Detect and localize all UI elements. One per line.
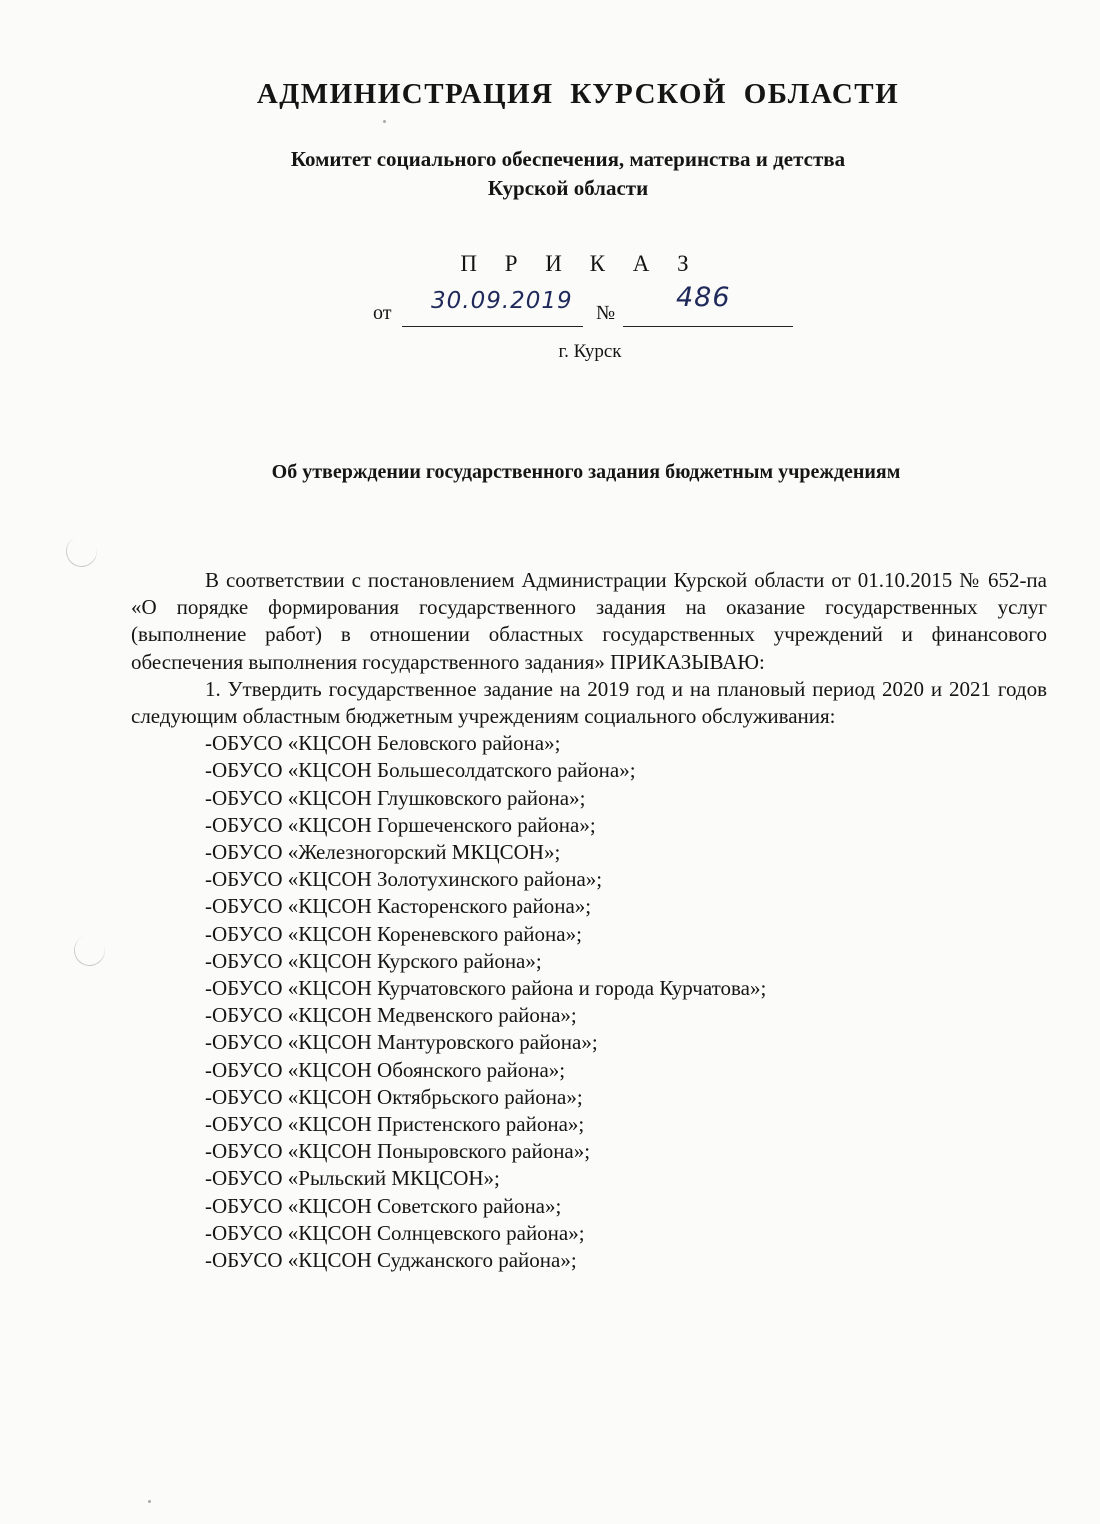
administration-title: АДМИНИСТРАЦИЯ КУРСКОЙ ОБЛАСТИ	[256, 78, 900, 110]
list-item: -ОБУСО «КЦСОН Беловского района»;	[205, 731, 561, 756]
list-item: -ОБУСО «КЦСОН Медвенского района»;	[205, 1003, 577, 1028]
list-item: -ОБУСО «КЦСОН Касторенского района»;	[205, 894, 592, 919]
preamble-paragraph: В соответствии с постановлением Администрации Курской области от 01.10.2015 № 652-па «О порядке формирования государственного задания на оказание государственных услуг (выполнение работ) в отношении областных государственных учреждений и финансового обеспечения выполнения государственного задания» ПРИКАЗЫВАЮ:	[131, 568, 1047, 674]
list-item: -ОБУСО «КЦСОН Пристенского района»;	[205, 1112, 585, 1137]
order-title: П Р И К А З	[460, 251, 700, 276]
order-subject: Об утверждении государственного задания бюджетным учреждениям	[271, 461, 901, 483]
committee-name-line1: Комитет социального обеспечения, материнства и детства	[290, 147, 846, 171]
handwritten-date: 30.09.2019	[431, 288, 573, 314]
list-item: -ОБУСО «КЦСОН Советского района»;	[205, 1193, 562, 1218]
list-item: -ОБУСО «КЦСОН Солнцевского района»;	[205, 1220, 585, 1245]
organization-list	[131, 730, 1047, 1274]
list-item: -ОБУСО «Железногорский МКЦСОН»;	[205, 840, 561, 865]
number-label: №	[596, 302, 616, 324]
punch-hole-mark	[62, 532, 102, 572]
list-item: -ОБУСО «КЦСОН Курчатовского района и города Курчатова»;	[205, 976, 767, 1001]
committee-name-line2: Курской области	[487, 176, 649, 200]
punch-hole-mark	[70, 931, 110, 971]
list-item: -ОБУСО «КЦСОН Кореневского района»;	[205, 921, 582, 946]
list-item: -ОБУСО «КЦСОН Золотухинского района»;	[205, 867, 603, 892]
city: г. Курск	[558, 341, 622, 362]
list-item: -ОБУСО «КЦСОН Обоянского района»;	[205, 1057, 566, 1082]
scan-speck	[148, 1500, 151, 1503]
item-1-paragraph: 1. Утвердить государственное задание на 2019 год и на плановый период 2020 и 2021 годов следующим областным бюджетным учреждениям социального обслуживания:	[131, 676, 1047, 729]
list-item: -ОБУСО «КЦСОН Глушковского района»;	[205, 785, 586, 810]
handwritten-number: 486	[676, 282, 731, 313]
scan-speck	[383, 120, 386, 123]
order-body	[131, 567, 1047, 1274]
list-item: -ОБУСО «КЦСОН Суджанского района»;	[205, 1248, 577, 1273]
list-item: -ОБУСО «КЦСОН Октябрьского района»;	[205, 1084, 583, 1109]
list-item: -ОБУСО «КЦСОН Поныровского района»;	[205, 1139, 591, 1164]
date-label: от	[373, 302, 392, 324]
list-item: -ОБУСО «Рыльский МКЦСОН»;	[205, 1166, 500, 1191]
list-item: -ОБУСО «КЦСОН Мантуровского района»;	[205, 1030, 598, 1055]
list-item: -ОБУСО «КЦСОН Курского района»;	[205, 948, 542, 973]
list-item: -ОБУСО «КЦСОН Большесолдатского района»;	[205, 758, 636, 783]
list-item: -ОБУСО «КЦСОН Горшеченского района»;	[205, 812, 596, 837]
